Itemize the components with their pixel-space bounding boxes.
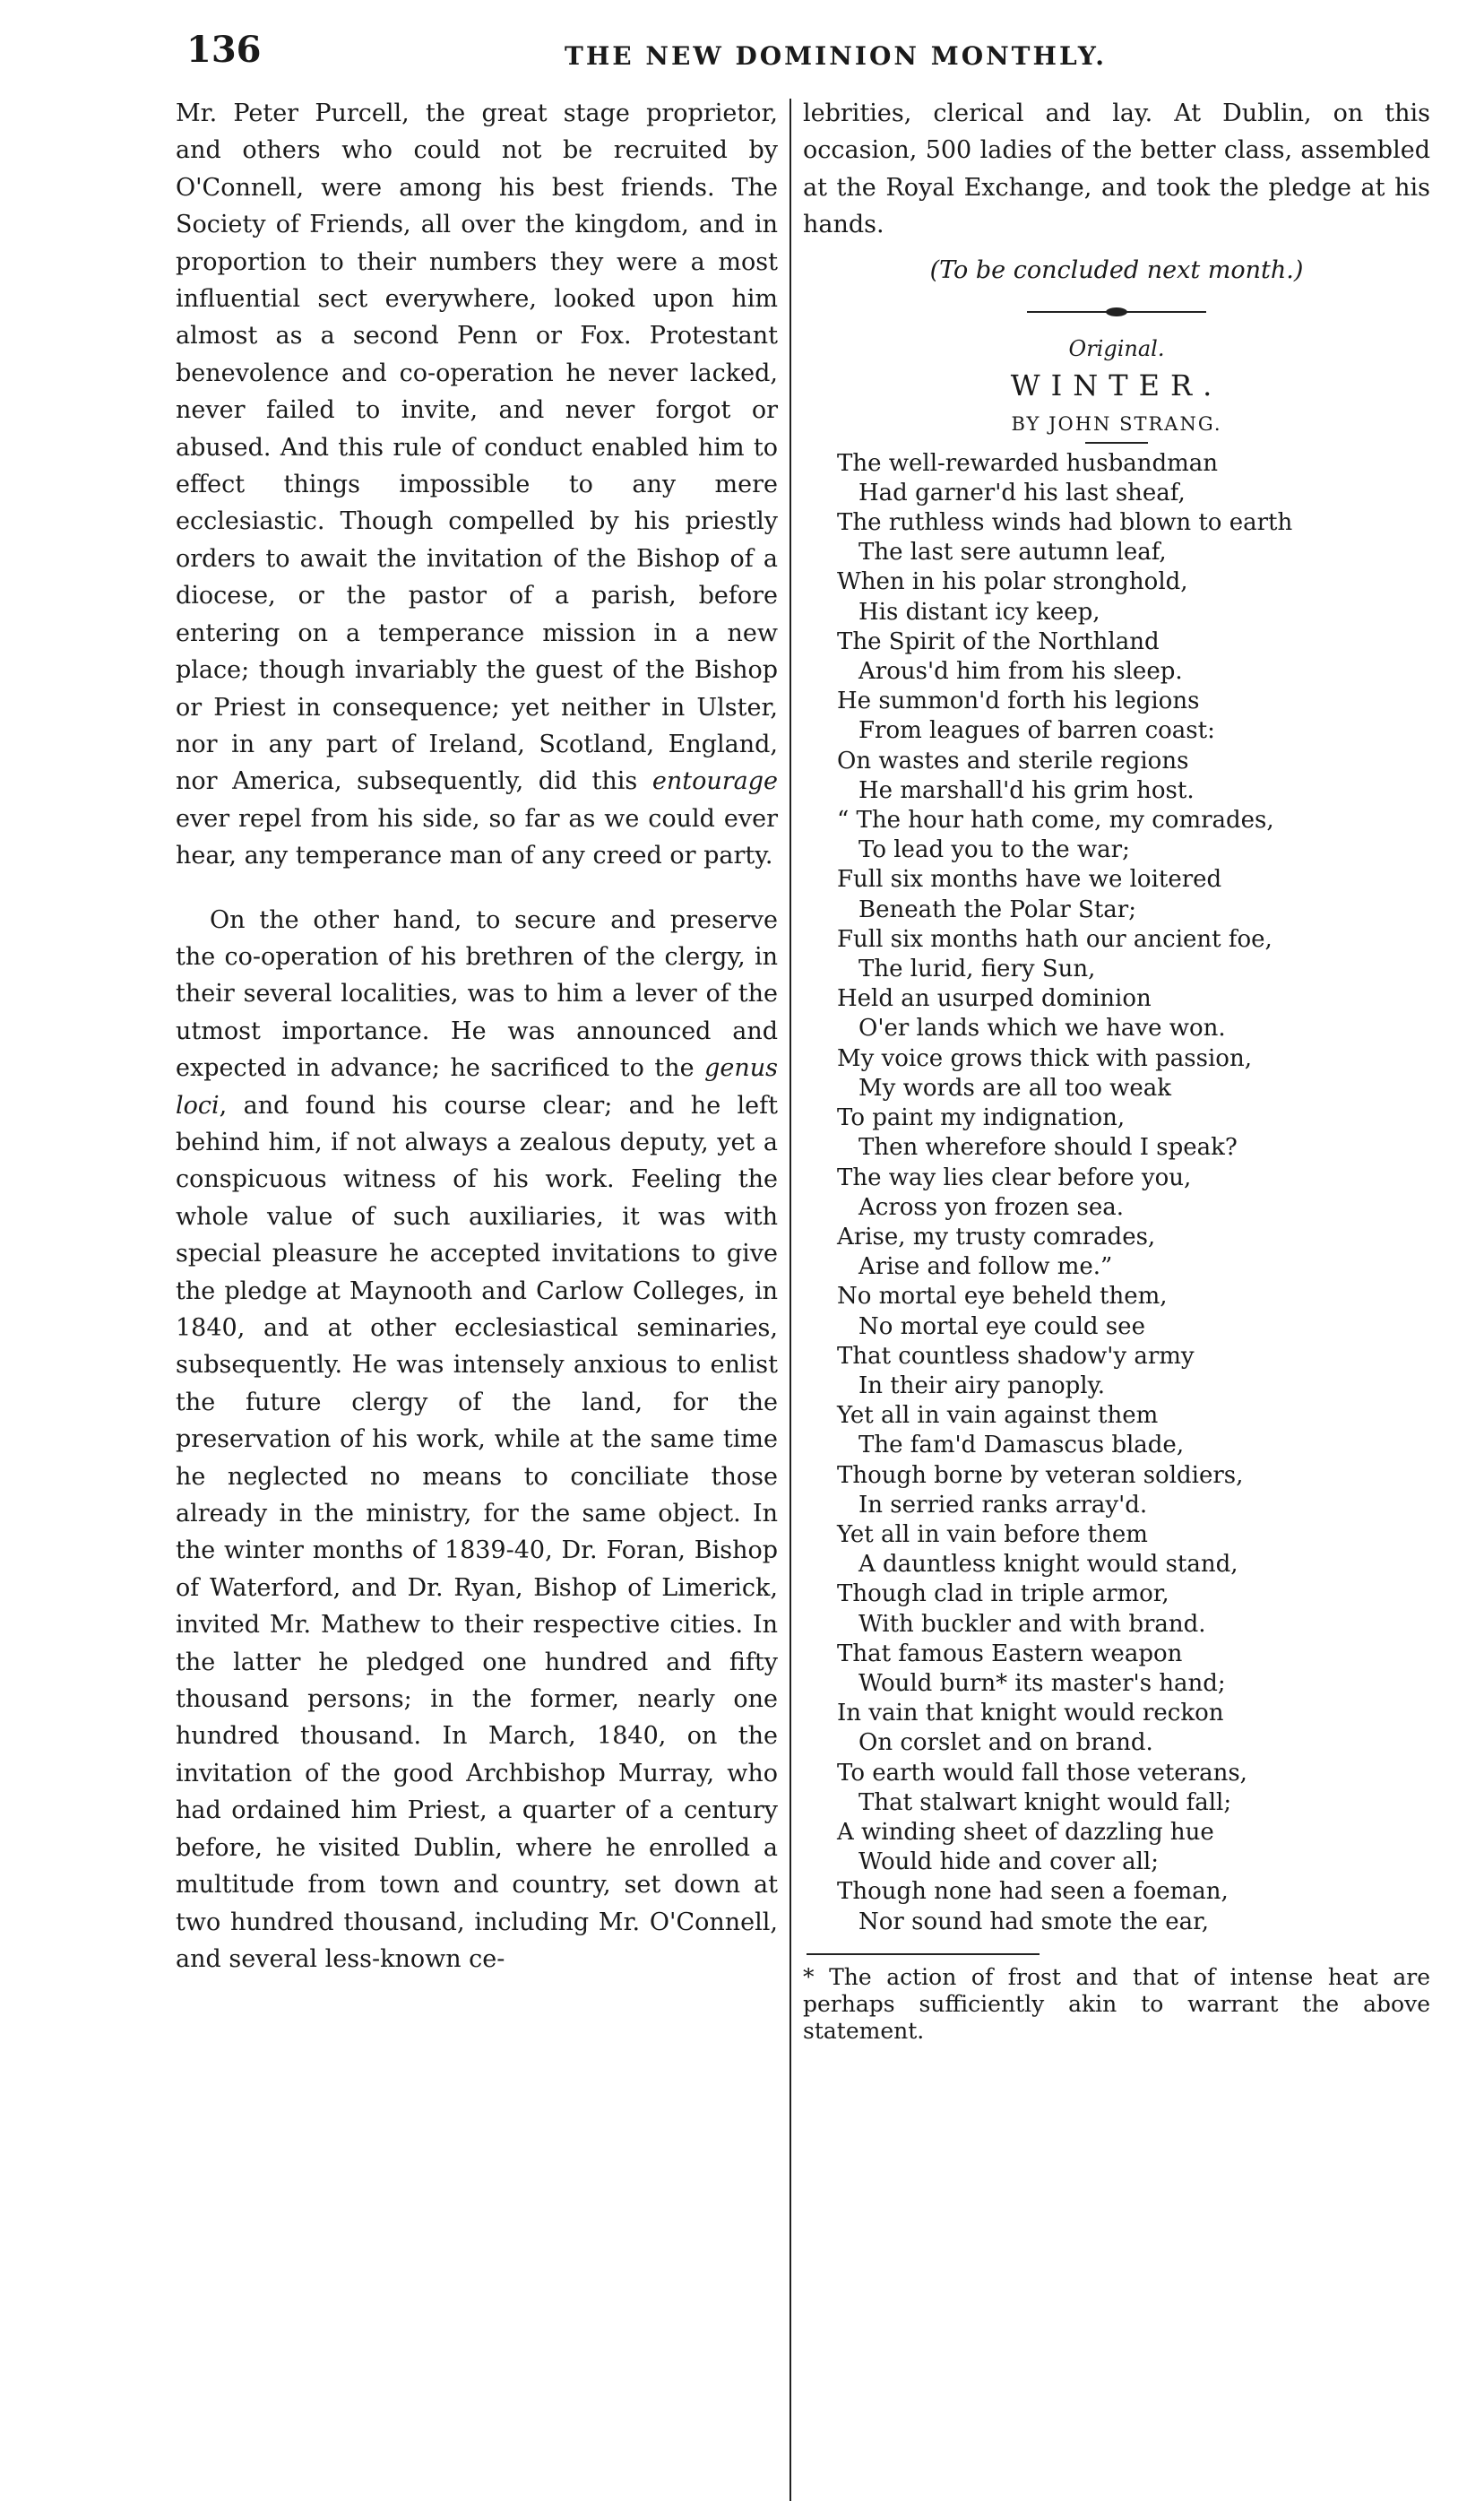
- footnote-rule: [807, 1953, 1040, 1955]
- poem-line: With buckler and with brand.: [858, 1610, 1206, 1638]
- poem-line: Though borne by veteran soldiers,: [837, 1461, 1244, 1489]
- poem-line: “ The hour hath come, my comrades,: [837, 807, 1274, 835]
- poem-line: Held an usurped dominion: [837, 985, 1152, 1013]
- poem-line: That famous Eastern weapon: [837, 1640, 1183, 1667]
- left-column: [176, 95, 778, 1977]
- poem-line: O'er lands which we have won.: [858, 1015, 1226, 1043]
- poem-line: In vain that knight would reckon: [837, 1700, 1224, 1727]
- poem-line: The well-rewarded husbandman: [837, 449, 1219, 477]
- running-title: THE NEW DOMINION MONTHLY.: [565, 41, 1107, 71]
- byline-rule: [1085, 442, 1148, 444]
- continued-paragraph: lebrities, clerical and lay. At Dublin, on this occasion, 500 ladies of the better class, assembled at the Royal Exchange, and took the pledge at his hands.: [803, 100, 1430, 239]
- poem-line: That countless shadow'y army: [837, 1342, 1195, 1370]
- poem-title: WINTER.: [1010, 368, 1223, 402]
- poem-line: His distant icy keep,: [858, 598, 1100, 626]
- poem-line: My voice grows thick with passion,: [837, 1044, 1252, 1072]
- poem-line: The last sere autumn leaf,: [858, 539, 1167, 567]
- page-number: 136: [186, 29, 262, 71]
- footnote: * The action of frost and that of intense heat are perhaps sufficiently akin to warrant the above statement.: [803, 1963, 1430, 2044]
- poem-line: On wastes and sterile regions: [837, 747, 1189, 775]
- poem-line: Would hide and cover all;: [858, 1848, 1159, 1876]
- poem-line: When in his polar stronghold,: [837, 568, 1188, 596]
- poem-line: Nor sound had smote the ear,: [858, 1908, 1209, 1935]
- column-divider: [789, 99, 791, 2501]
- poem-line: The ruthless winds had blown to earth: [837, 509, 1293, 537]
- section-divider: [1027, 311, 1206, 313]
- paragraph-1: Mr. Peter Purcell, the great stage proprietor, and others who could not be recruited by O'Connell, were among his best friends. The Society of Friends, all over the kingdom, and in proportion to their numbers they were a most influential sect everywhere, looked upon him almost as a second Penn or Fox. Protestant benevolence and co-operation he never lacked, never failed to invite, and never forgot or abused. And this rule of conduct enabled him to effect things impossible to any mere ecclesiastic. Though compelled by his priestly orders to await the invitation of the Bishop of a diocese, or the pastor of a parish, before entering on a temperance mission in a new place; though invariably the guest of the Bishop or Priest in consequence; yet neither in Ulster, nor in any part of Ireland, Scotland, England, nor America, subsequently, did this entourage ever repel from his side, so far as we could ever hear, any temperance man of any creed or party.: [176, 100, 778, 870]
- poem-body: [803, 449, 1430, 1937]
- poem-line: In their airy panoply.: [858, 1372, 1106, 1399]
- paragraph-2: On the other hand, to secure and preserve the co-operation of his brethren of the clergy, in their several localities, was to him a lever of the utmost importance. He was announced and expected in advance; he sacrificed to the genus loci, and found his course clear; and he left behind him, if not always a zealous deputy, yet a conspicuous witness of his work. Feeling the whole value of such auxiliaries, it was with special pleasure he accepted invitations to give the pledge at Maynooth and Carlow Colleges, in 1840, and at other ecclesiastical seminaries, subsequently. He was intensely anxious to enlist the future clergy of the land, for the preservation of his work, while at the same time he neglected no means to conciliate those already in the ministry, for the same object. In the winter months of 1839-40, Dr. Foran, Bishop of Waterford, and Dr. Ryan, Bishop of Limerick, invited Mr. Mathew to their respective cities. In the latter he pledged one hundred and fifty thousand persons; in the former, nearly one hundred thousand. In March, 1840, on the invitation of the good Archbishop Murray, who had ordained him Priest, a quarter of a century before, he visited Dublin, where he enrolled a multitude from town and country, set down at two hundred thousand, including Mr. O'Connell, and several less-known ce-: [176, 905, 778, 1973]
- poem-line: A dauntless knight would stand,: [858, 1551, 1238, 1579]
- to-be-concluded-note: (To be concluded next month.): [929, 255, 1304, 284]
- poem-line: Though clad in triple armor,: [837, 1580, 1169, 1608]
- poem-byline: BY JOHN STRANG.: [1011, 412, 1222, 435]
- poem-line: That stalwart knight would fall;: [858, 1788, 1232, 1816]
- right-column: [803, 95, 1430, 2067]
- poem-line: Across yon frozen sea.: [858, 1193, 1125, 1221]
- poem-line: Yet all in vain before them: [837, 1520, 1148, 1548]
- poem-line: Arise, my trusty comrades,: [837, 1223, 1156, 1250]
- poem-line: To lead you to the war;: [858, 836, 1130, 864]
- poem-line: The fam'd Damascus blade,: [858, 1432, 1185, 1459]
- poem-line: Arise and follow me.”: [858, 1253, 1113, 1281]
- poem-line: The lurid, fiery Sun,: [858, 956, 1096, 983]
- poem-line: Then wherefore should I speak?: [858, 1134, 1238, 1162]
- poem-line: Full six months hath our ancient foe,: [837, 925, 1273, 953]
- poem-line: To paint my indignation,: [837, 1104, 1126, 1132]
- poem-line: Had garner'd his last sheaf,: [858, 479, 1186, 506]
- poem-line: A winding sheet of dazzling hue: [837, 1818, 1214, 1846]
- poem-line: The Spirit of the Northland: [837, 627, 1160, 655]
- poem-line: Would burn* its master's hand;: [858, 1669, 1226, 1697]
- poem-line: To earth would fall those veterans,: [837, 1759, 1247, 1787]
- poem-line: The way lies clear before you,: [837, 1164, 1192, 1191]
- poem-line: Though none had seen a foeman,: [837, 1878, 1229, 1906]
- poem-line: He marshall'd his grim host.: [858, 776, 1195, 804]
- poem-line: He summon'd forth his legions: [837, 688, 1200, 715]
- poem-line: In serried ranks array'd.: [858, 1491, 1148, 1519]
- poem-line: Beneath the Polar Star;: [858, 896, 1136, 923]
- poem-line: Arous'd him from his sleep.: [858, 658, 1183, 686]
- poem-line: Yet all in vain against them: [837, 1402, 1159, 1430]
- poem-line: No mortal eye could see: [858, 1312, 1145, 1340]
- poem-line: No mortal eye beheld them,: [837, 1283, 1168, 1311]
- original-label: Original.: [1068, 335, 1165, 361]
- poem-line: From leagues of barren coast:: [858, 717, 1215, 745]
- poem-line: My words are all too weak: [858, 1074, 1172, 1102]
- poem-line: Full six months have we loitered: [837, 866, 1222, 894]
- page-header: [0, 25, 1484, 79]
- poem-line: On corslet and on brand.: [858, 1729, 1153, 1757]
